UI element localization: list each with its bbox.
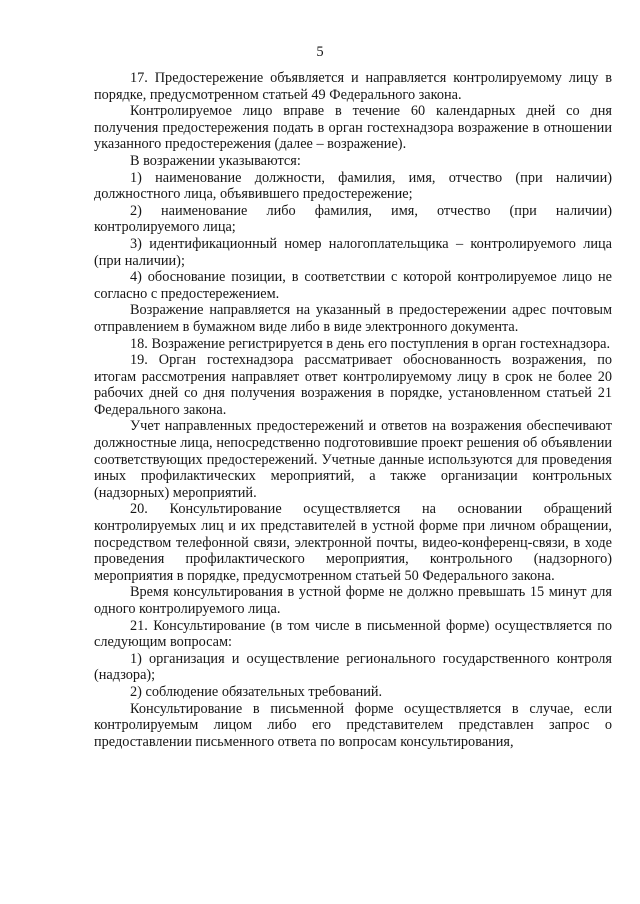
list-item-2: 2) наименование либо фамилия, имя, отчество (при наличии) контролируемого лица; (94, 202, 612, 236)
list-item-21-2: 2) соблюдение обязательных требований. (130, 683, 383, 700)
paragraph-objection-right: Контролируемое лицо вправе в течение 60 календарных дней со дня получения предостережения подать в орган гостехнадзора возражение в отношении указанного предостережения (далее – возражение). (94, 103, 612, 153)
page-number: 5 (316, 44, 324, 60)
list-item-21-1: 1) организация и осуществление регионального государственного контроля (надзора); (94, 650, 612, 684)
list-item-1: 1) наименование должности, фамилия, имя, отчество (при наличии) должностного лица, объявившего предостережение; (94, 169, 612, 203)
paragraph-consult-time: Время консультирования в устной форме не должно превышать 15 минут для одного контролируемого лица. (94, 584, 612, 617)
paragraph-records: Учет направленных предостережений и ответов на возражения обеспечивают должностные лица, непосредственно подготовившие проект решения об объявлении соответствующих предостережений. Учетные данные используются для проведения иных профилактических мероприятий, а также организации контрольных (надзорных) мероприятий. (94, 418, 612, 501)
paragraph-objection-delivery: Возражение направляется на указанный в предостережении адрес почтовым отправлением в бумажном виде либо в виде электронного документа. (94, 302, 612, 335)
paragraph-19: 19. Орган гостехнадзора рассматривает обоснованность возражения, по итогам рассмотрения направляет ответ контролируемому лицу в срок не более 20 рабочих дней со дня получения возражения в порядке, установленном статьей 21 Федерального закона. (94, 352, 612, 418)
document-body (94, 70, 612, 750)
paragraph-objection-contents: В возражении указываются: (130, 152, 301, 169)
list-item-3: 3) идентификационный номер налогоплательщика – контролируемого лица (при наличии); (94, 235, 612, 269)
list-item-4: 4) обоснование позиции, в соответствии с которой контролируемое лицо не согласно с предостережением. (94, 269, 612, 302)
paragraph-18: 18. Возражение регистрируется в день его поступления в орган гостехнадзора. (130, 335, 611, 352)
paragraph-17-warning: 17. Предостережение объявляется и направляется контролируемому лицу в порядке, предусмотренном статьей 49 Федерального закона. (94, 70, 612, 103)
paragraph-21: 21. Консультирование (в том числе в письменной форме) осуществляется по следующим вопросам: (94, 617, 612, 651)
paragraph-20: 20. Консультирование осуществляется на основании обращений контролируемых лиц и их представителей в устной форме при личном обращении, посредством телефонной связи, электронной почты, видео-конференц-связи, в ходе проведения профилактического мероприятия, контрольного (надзорного) мероприятия в порядке, предусмотренном статьей 50 Федерального закона. (94, 501, 612, 584)
paragraph-written-consult: Консультирование в письменной форме осуществляется в случае, если контролируемым лицом либо его представителем представлен запрос о предоставлении письменного ответа по вопросам консультирования, (94, 700, 612, 750)
